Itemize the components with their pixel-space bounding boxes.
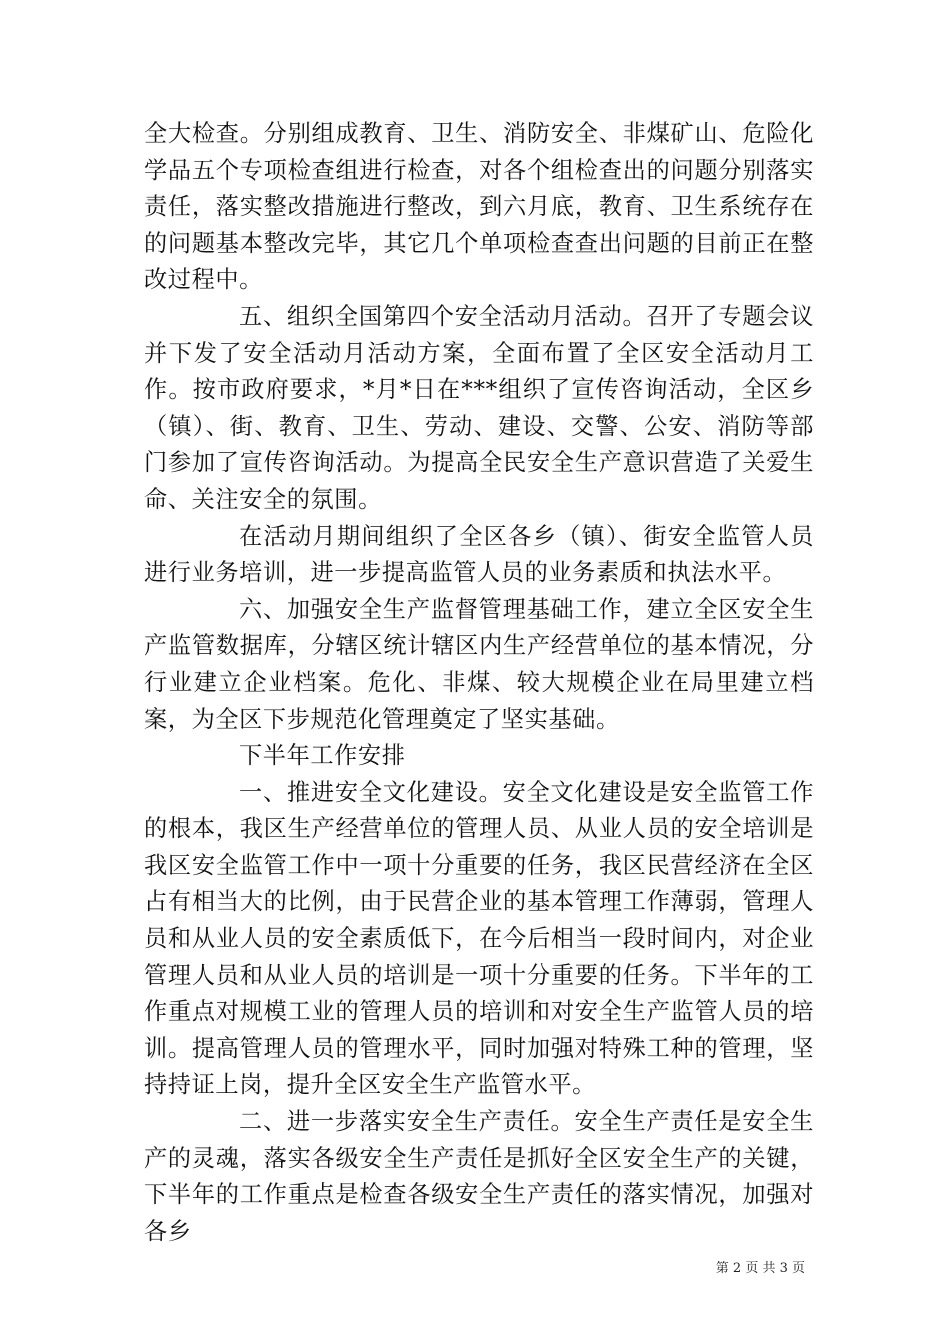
document-body <box>144 116 814 1250</box>
section-heading-second-half-plan: 下半年工作安排 <box>239 742 406 770</box>
paragraph-training: 在活动月期间组织了全区各乡（镇）、街安全监管人员进行业务培训，进一步提高监管人员的业务素质和执法水平。 <box>144 522 814 587</box>
paragraph-safety-culture: 一、推进安全文化建设。安全文化建设是安全监管工作的根本，我区生产经营单位的管理人员、从业人员的安全培训是我区安全监管工作中一项十分重要的任务，我区民营经济在全区占有相当大的比例，由于民营企业的基本管理工作薄弱，管理人员和从业人员的安全素质低下，在今后相当一段时间内，对企业管理人员和从业人员的培训是一项十分重要的任务。下半年的工作重点对规模工业的管理人员的培训和对安全生产监管人员的培训。提高管理人员的管理水平，同时加强对特殊工种的管理，坚持持证上岗，提升全区安全生产监管水平。 <box>144 778 814 1099</box>
paragraph-responsibility: 二、进一步落实安全生产责任。安全生产责任是安全生产的灵魂，落实各级安全生产责任是抓好全区安全生产的关键，下半年的工作重点是检查各级安全生产责任的落实情况，加强对各乡 <box>144 1108 814 1245</box>
paragraph-safety-month: 五、组织全国第四个安全活动月活动。召开了专题会议并下发了安全活动月活动方案，全面布置了全区安全活动月工作。按市政府要求，*月*日在***组织了宣传咨询活动，全区乡（镇）、街、教育、卫生、劳动、建设、交警、公安、消防等部门参加了宣传咨询活动。为提高全民安全生产意识营造了关爱生命、关注安全的氛围。 <box>144 302 814 513</box>
page-number-footer: 第 2 页 共 3 页 <box>715 1261 805 1276</box>
paragraph-inspection-continued: 全大检查。分别组成教育、卫生、消防安全、非煤矿山、危险化学品五个专项检查组进行检查，对各个组检查出的问题分别落实责任，落实整改措施进行整改，到六月底，教育、卫生系统存在的问题基本整改完毕，其它几个单项检查查出问题的目前正在整改过程中。 <box>144 120 814 294</box>
paragraph-database: 六、加强安全生产监督管理基础工作，建立全区安全生产监管数据库，分辖区统计辖区内生产经营单位的基本情况，分行业建立企业档案。危化、非煤、较大规模企业在局里建立档案，为全区下步规范化管理奠定了坚实基础。 <box>144 595 814 733</box>
